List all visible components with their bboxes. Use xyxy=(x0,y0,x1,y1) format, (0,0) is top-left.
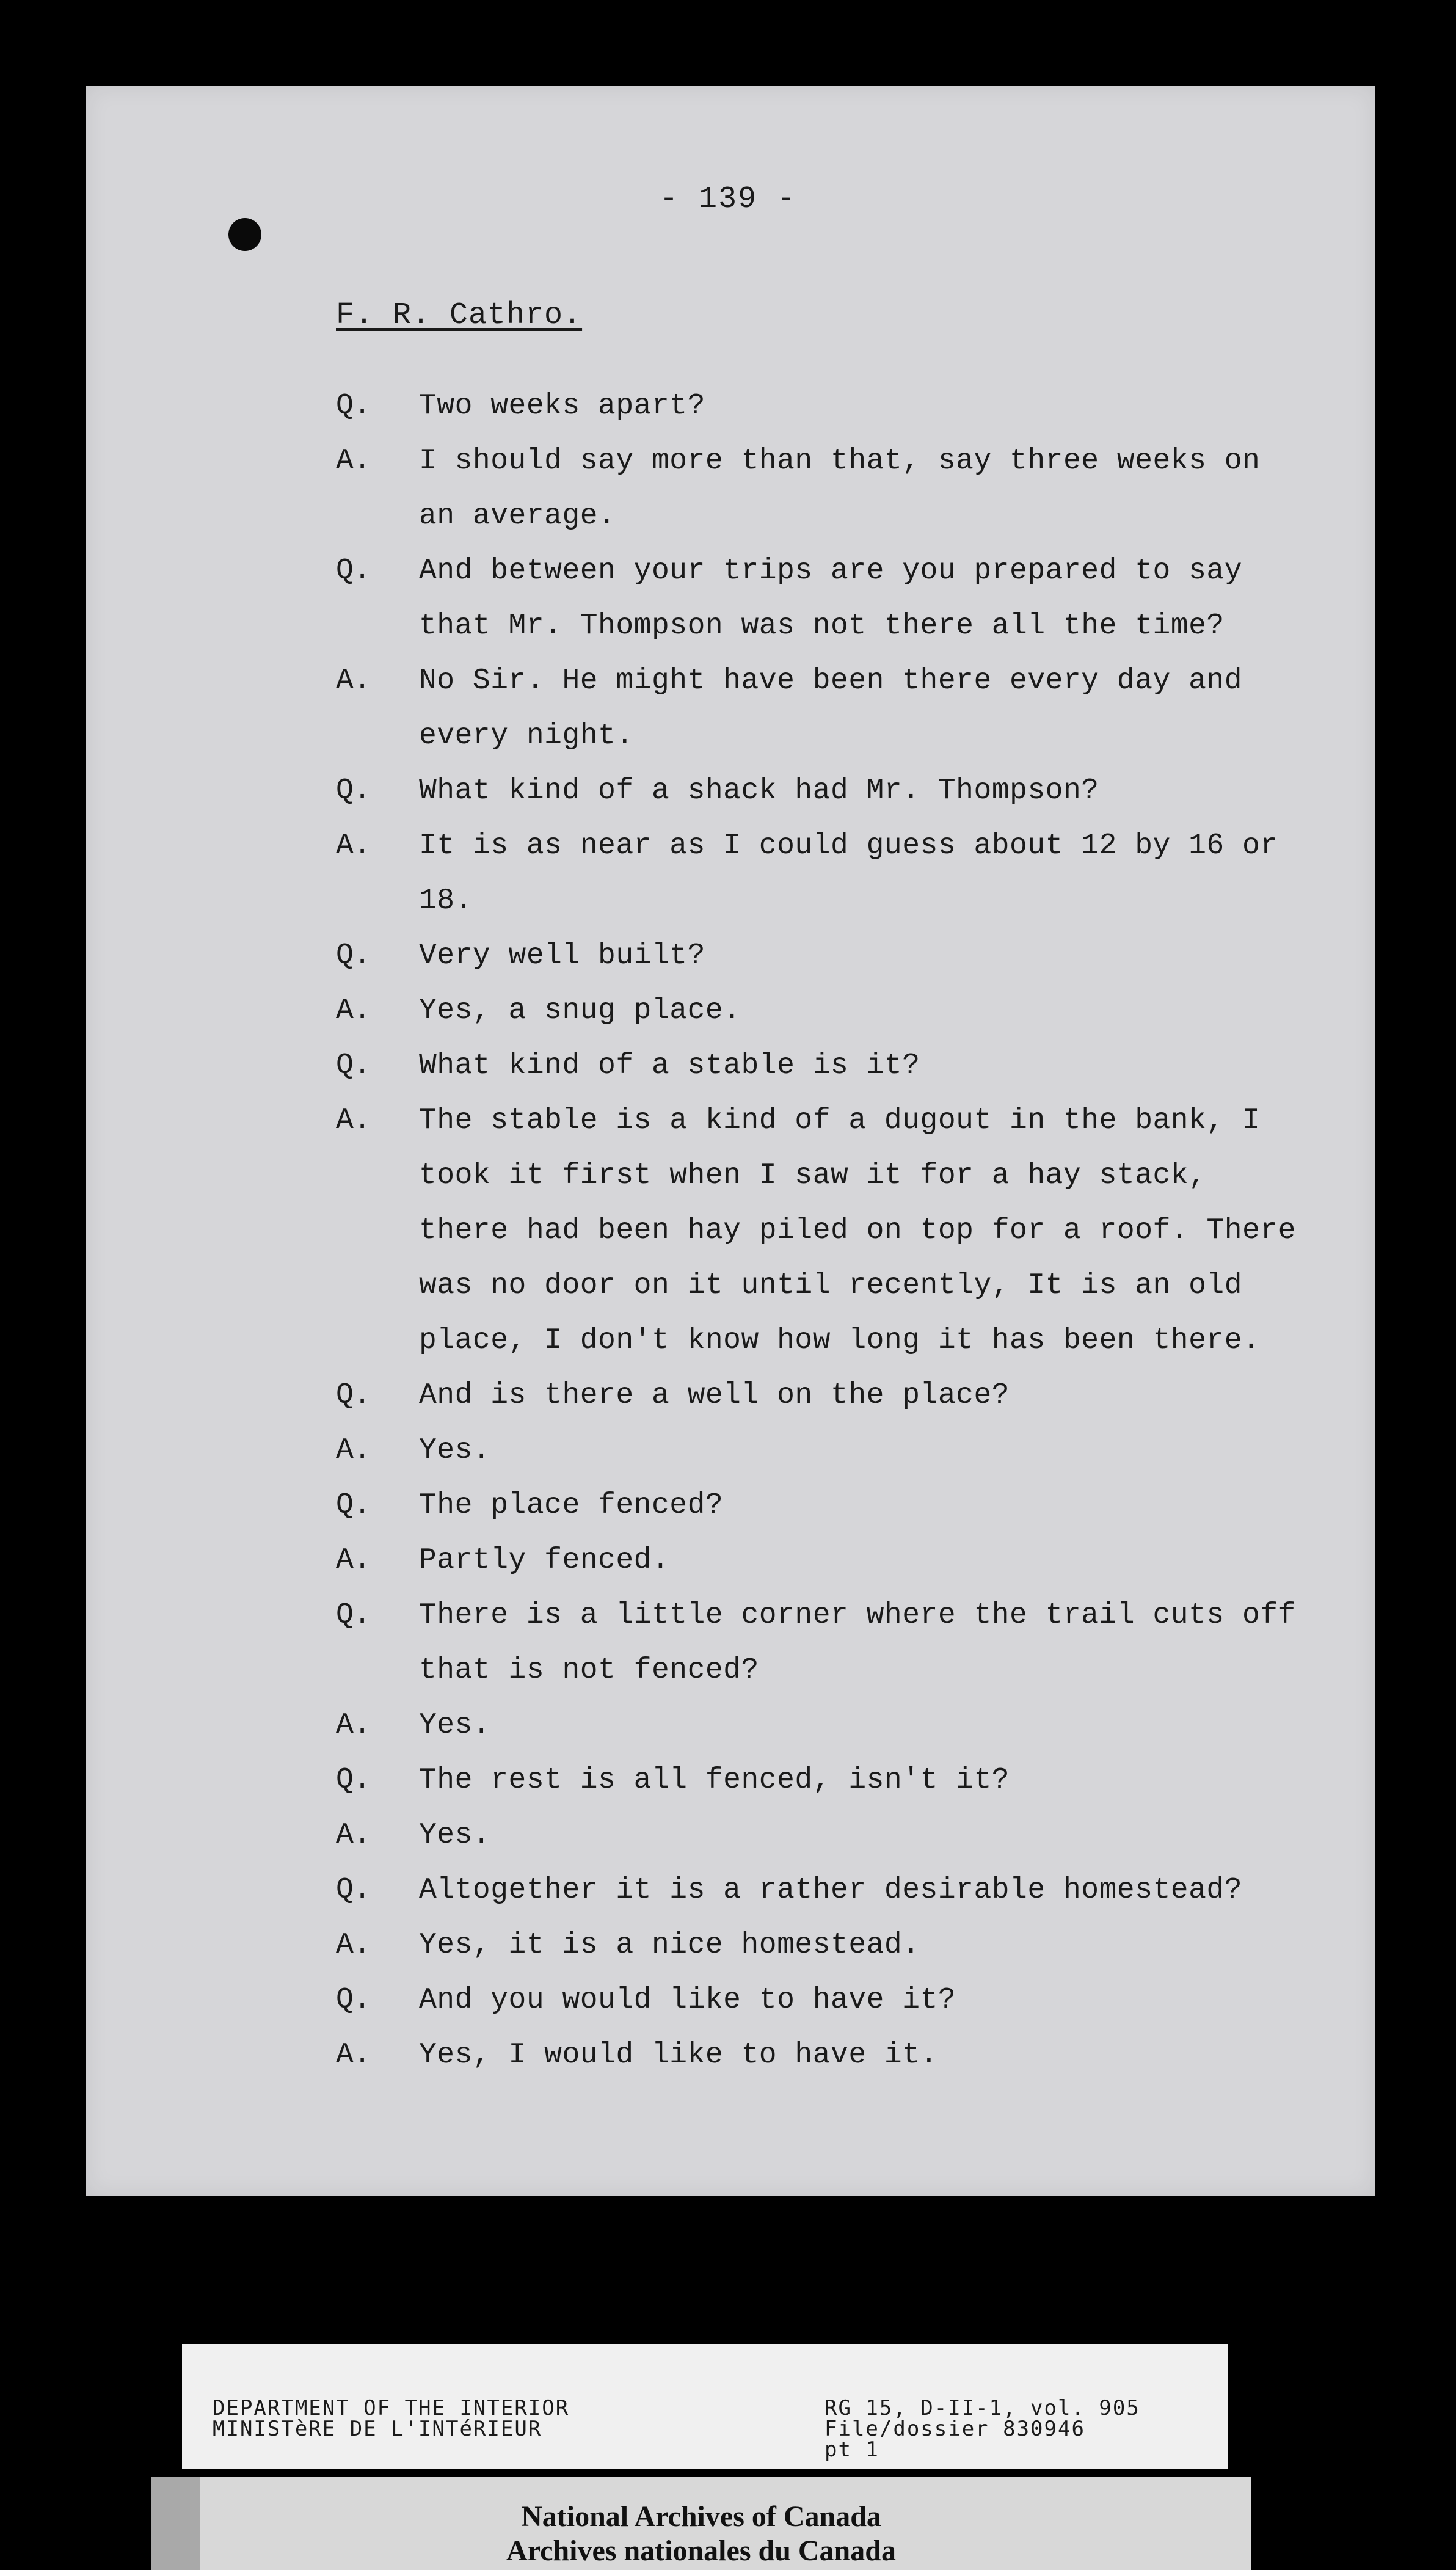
answer-label: A. xyxy=(336,1434,371,1467)
question-label: Q. xyxy=(336,1764,371,1797)
department-en: DEPARTMENT OF THE INTERIOR xyxy=(213,2396,570,2420)
archives-name-en: National Archives of Canada xyxy=(521,2500,881,2533)
answer-label: A. xyxy=(336,2039,371,2072)
qa-entry xyxy=(336,1423,1313,1478)
answer-label: A. xyxy=(336,664,371,697)
question-text: The rest is all fenced, isn't it? xyxy=(419,1764,1010,1797)
witness-name: F. R. Cathro. xyxy=(336,298,583,333)
transcript xyxy=(336,379,1313,2083)
qa-entry xyxy=(336,379,1313,434)
answer-text: Yes, it is a nice homestead. xyxy=(419,1929,920,1962)
question-text: And you would like to have it? xyxy=(419,1984,956,2017)
answer-text: I should say more than that, say three weeks on an average. xyxy=(419,445,1261,533)
reference-block xyxy=(824,2398,1140,2460)
question-label: Q. xyxy=(336,774,371,807)
answer-text: No Sir. He might have been there every day and every night. xyxy=(419,664,1243,752)
qa-entry xyxy=(336,1038,1313,1093)
archives-text xyxy=(151,2500,1251,2568)
question-label: Q. xyxy=(336,390,371,423)
question-label: Q. xyxy=(336,1049,371,1082)
answer-label: A. xyxy=(336,1544,371,1577)
answer-label: A. xyxy=(336,445,371,478)
qa-entry xyxy=(336,1533,1313,1588)
answer-text: Yes. xyxy=(419,1709,491,1742)
qa-entry xyxy=(336,1698,1313,1753)
part-number: pt 1 xyxy=(824,2437,879,2462)
answer-text: Yes. xyxy=(419,1434,491,1467)
archives-name-fr: Archives nationales du Canada xyxy=(506,2535,896,2567)
qa-entry xyxy=(336,1753,1313,1808)
answer-text: It is as near as I could guess about 12 by 16 or 18. xyxy=(419,829,1278,917)
answer-label: A. xyxy=(336,1104,371,1137)
answer-label: A. xyxy=(336,994,371,1027)
qa-entry xyxy=(336,544,1313,653)
qa-entry xyxy=(336,763,1313,818)
question-text: Altogether it is a rather desirable homestead? xyxy=(419,1874,1243,1907)
question-text: The place fenced? xyxy=(419,1489,724,1522)
qa-entry xyxy=(336,1808,1313,1863)
answer-text: Yes, I would like to have it. xyxy=(419,2039,938,2072)
answer-label: A. xyxy=(336,1929,371,1962)
question-label: Q. xyxy=(336,1984,371,2017)
question-label: Q. xyxy=(336,1874,371,1907)
question-text: There is a little corner where the trail cuts off that is not fenced? xyxy=(419,1599,1296,1687)
qa-entry xyxy=(336,1368,1313,1423)
qa-entry xyxy=(336,1918,1313,1973)
page-number: - 139 - xyxy=(659,182,797,217)
punch-hole xyxy=(228,218,261,251)
qa-entry xyxy=(336,1478,1313,1533)
question-label: Q. xyxy=(336,1379,371,1412)
qa-entry xyxy=(336,983,1313,1038)
question-text: What kind of a shack had Mr. Thompson? xyxy=(419,774,1099,807)
question-text: Two weeks apart? xyxy=(419,390,705,423)
qa-entry xyxy=(336,1588,1313,1698)
qa-entry xyxy=(336,2028,1313,2083)
question-label: Q. xyxy=(336,1489,371,1522)
department-fr: MINISTèRE DE L'INTéRIEUR xyxy=(213,2417,542,2441)
qa-entry xyxy=(336,434,1313,544)
question-text: What kind of a stable is it? xyxy=(419,1049,920,1082)
qa-entry xyxy=(336,1863,1313,1918)
answer-label: A. xyxy=(336,1709,371,1742)
answer-label: A. xyxy=(336,1819,371,1852)
question-text: And is there a well on the place? xyxy=(419,1379,1010,1412)
answer-text: The stable is a kind of a dugout in the bank, I took it first when I saw it for a hay stack, there had been hay piled on top for a roof. There was no door on it until recently, It is an old place, I don't know how long it has been there. xyxy=(419,1104,1296,1357)
answer-text: Yes. xyxy=(419,1819,491,1852)
answer-text: Yes, a snug place. xyxy=(419,994,741,1027)
reference-number: RG 15, D-II-1, vol. 905 xyxy=(824,2396,1140,2420)
answer-label: A. xyxy=(336,829,371,862)
qa-entry xyxy=(336,1093,1313,1368)
question-label: Q. xyxy=(336,939,371,972)
answer-text: Partly fenced. xyxy=(419,1544,670,1577)
qa-entry xyxy=(336,928,1313,983)
qa-entry xyxy=(336,1973,1313,2028)
question-text: And between your trips are you prepared to say that Mr. Thompson was not there all the time? xyxy=(419,555,1243,642)
archives-label xyxy=(151,2477,1251,2570)
question-label: Q. xyxy=(336,555,371,588)
question-label: Q. xyxy=(336,1599,371,1632)
department-block xyxy=(213,2398,569,2439)
archive-stamp xyxy=(182,2344,1228,2469)
question-text: Very well built? xyxy=(419,939,705,972)
qa-entry xyxy=(336,818,1313,928)
qa-entry xyxy=(336,653,1313,763)
file-number: File/dossier 830946 xyxy=(824,2417,1085,2441)
